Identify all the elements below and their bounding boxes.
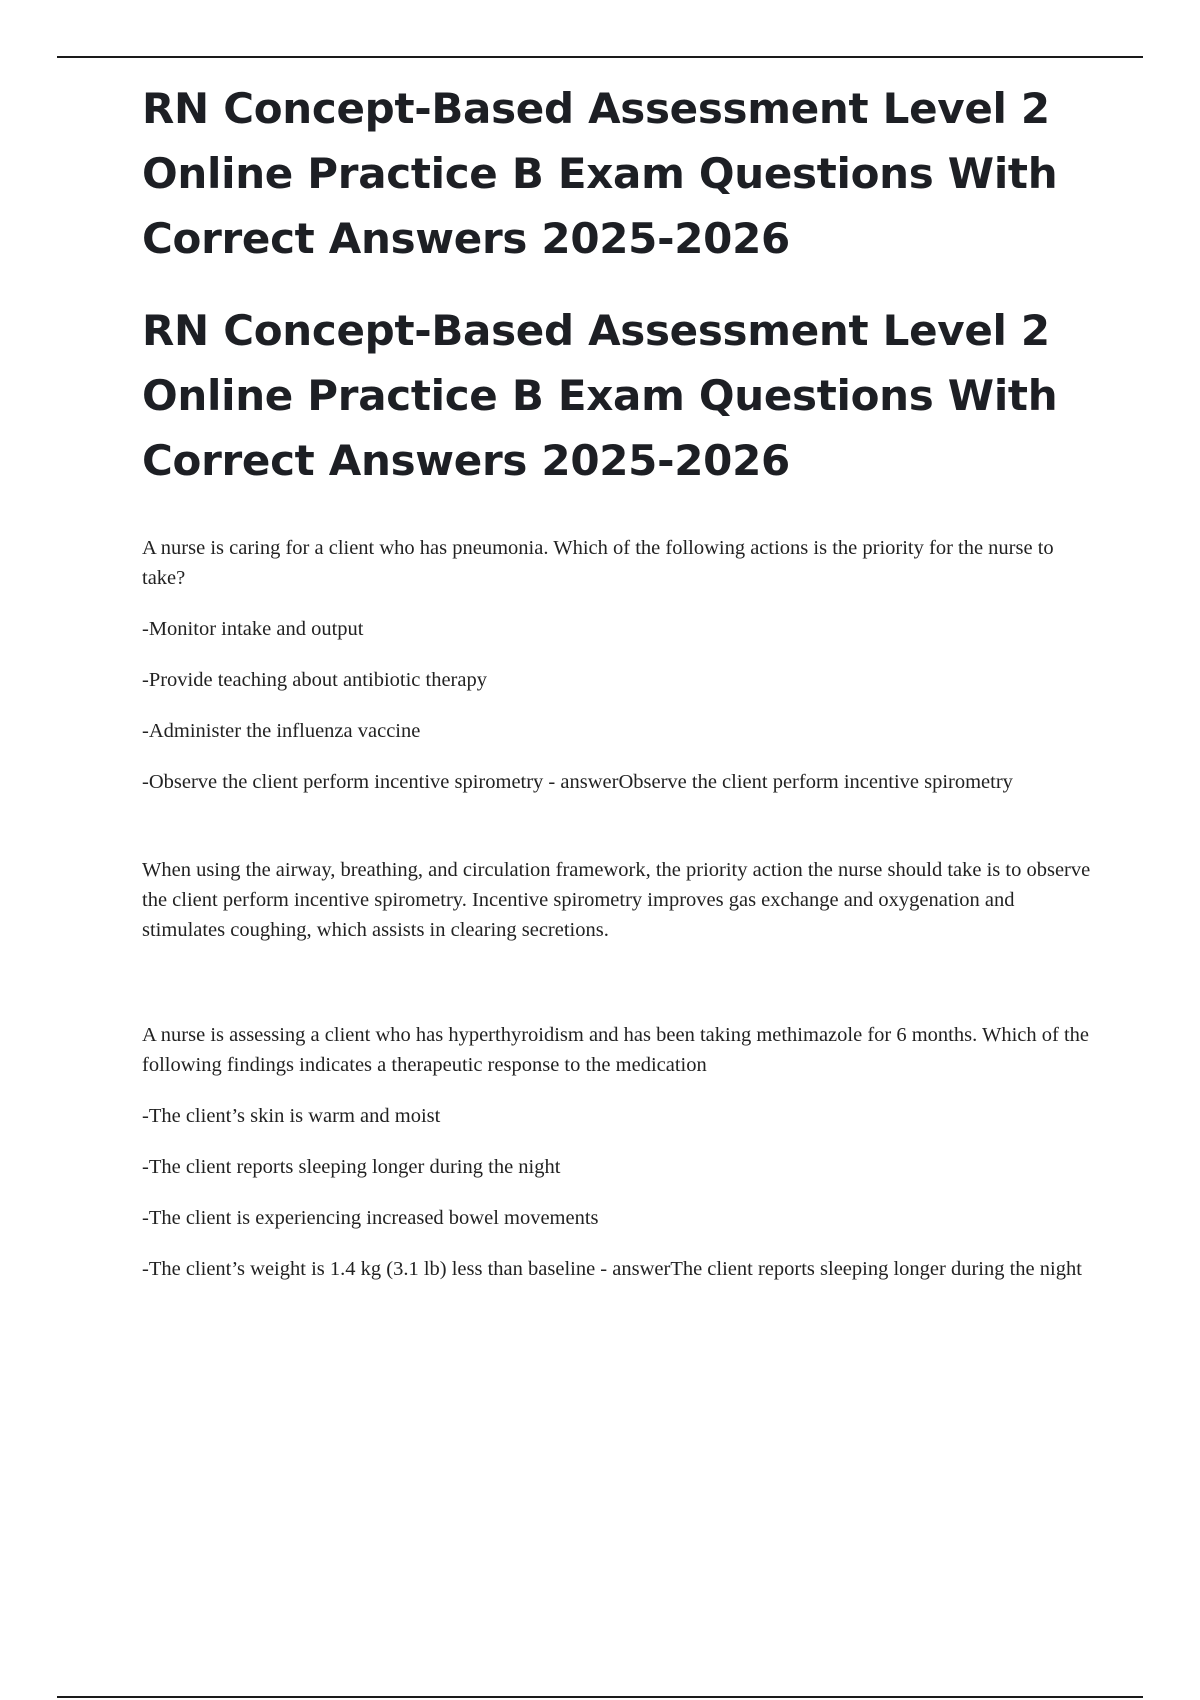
answer-option-with-answer: -The client’s weight is 1.4 kg (3.1 lb) less than baseline - answerThe client reports sleeping longer during the night xyxy=(142,1258,1082,1280)
question-1 xyxy=(142,533,1102,945)
answer-option: -Administer the influenza vaccine xyxy=(142,720,421,742)
bottom-rule xyxy=(57,1696,1143,1698)
answer-option: -Monitor intake and output xyxy=(142,618,364,640)
question-stem: A nurse is assessing a client who has hyperthyroidism and has been taking methimazole for 6 months. Which of the following findings indicates a therapeutic response to the medication xyxy=(142,1024,1089,1076)
answer-option: -The client’s skin is warm and moist xyxy=(142,1105,441,1127)
answer-option: -Provide teaching about antibiotic therapy xyxy=(142,669,487,691)
answer-option: -The client is experiencing increased bowel movements xyxy=(142,1207,599,1229)
question-stem: A nurse is caring for a client who has pneumonia. Which of the following actions is the priority for the nurse to take? xyxy=(142,537,1054,589)
question-2 xyxy=(142,1020,1102,1284)
answer-option-with-answer: -Observe the client perform incentive spirometry - answerObserve the client perform incentive spirometry xyxy=(142,771,1013,793)
top-rule xyxy=(57,56,1143,58)
document-body xyxy=(142,76,1102,1305)
question-rationale: When using the airway, breathing, and circulation framework, the priority action the nurse should take is to observe the client perform incentive spirometry. Incentive spirometry improves gas exchange and oxygenation and stimulates coughing, which assists in clearing secretions. xyxy=(142,859,1091,941)
document-title-repeat: RN Concept-Based Assessment Level 2 Online Practice B Exam Questions With Correct Answers 2025-2026 xyxy=(142,306,1058,485)
document-title: RN Concept-Based Assessment Level 2 Online Practice B Exam Questions With Correct Answers 2025-2026 xyxy=(142,84,1058,263)
answer-option: -The client reports sleeping longer during the night xyxy=(142,1156,561,1178)
